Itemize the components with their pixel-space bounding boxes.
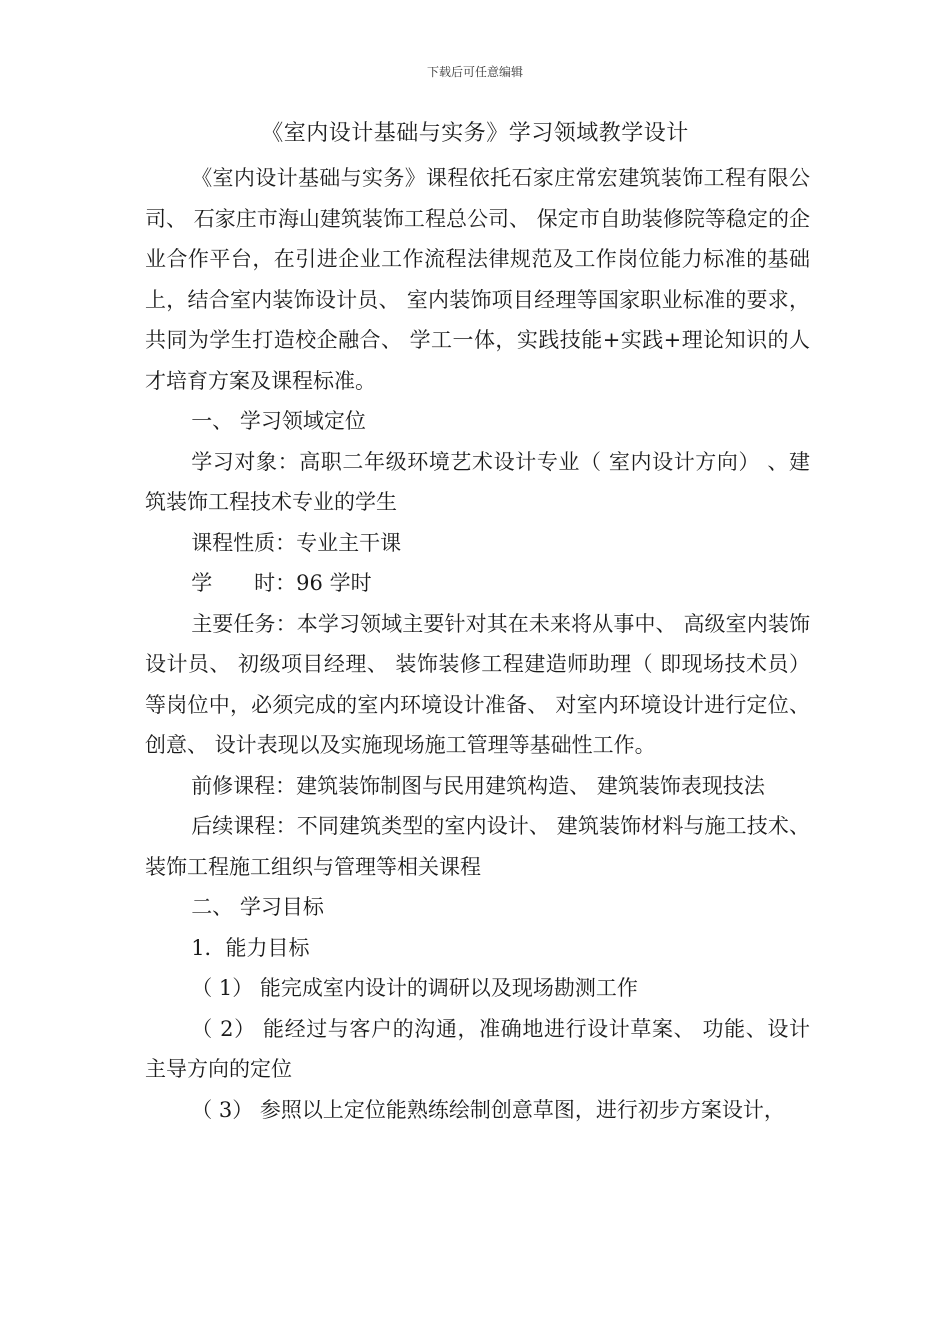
paragraph-follow-up-courses: 后续课程：不同建筑类型的室内设计、 建筑装饰材料与施工技术、 装饰工程施工组织与管理等相关课程 xyxy=(145,814,810,879)
list-item-objective-2: （ 2） 能经过与客户的沟通，准确地进行设计草案、 功能、设计主导方向的定位 xyxy=(145,1016,810,1081)
paragraph-course-nature: 课程性质：专业主干课 xyxy=(191,530,402,555)
section-heading-objectives: 二、 学习目标 xyxy=(191,895,324,919)
subheading-ability-objectives: 1．能力目标 xyxy=(191,935,310,960)
page-header-note: 下载后可任意编辑 xyxy=(426,65,523,79)
list-item-objective-3: （ 3） 参照以上定位能熟练绘制创意草图，进行初步方案设计， xyxy=(191,1097,785,1122)
paragraph-main-tasks: 主要任务：本学习领域主要针对其在未来将从事中、 高级室内装饰设计员、 初级项目经理、 装饰装修工程建造师助理（ 即现场技术员） 等岗位中，必须完成的室内环境设计准备、 对室内环境设计进行定位、 创意、 设计表现以及实施现场施工管理等基础性工作。 xyxy=(145,611,810,757)
paragraph-learning-target: 学习对象：高职二年级环境艺术设计专业（ 室内设计方向） 、建筑装饰工程技术专业的学生 xyxy=(145,449,810,514)
paragraph-class-hours: 学 时：96 学时 xyxy=(191,571,372,595)
document-title: 《室内设计基础与实务》学习领域教学设计 xyxy=(261,121,689,146)
section-heading-positioning: 一、 学习领域定位 xyxy=(191,409,366,433)
document-body xyxy=(145,158,810,1130)
list-item-objective-1: （ 1） 能完成室内设计的调研以及现场勘测工作 xyxy=(191,976,638,1000)
paragraph-intro: 《室内设计基础与实务》课程依托石家庄常宏建筑装饰工程有限公司、 石家庄市海山建筑装饰工程总公司、 保定市自助装修院等稳定的企业合作平台，在引进企业工作流程法律规范及工作岗位能力标准的基础上，结合室内装饰设计员、 室内装饰项目经理等国家职业标准的要求，共同为学生打造校企融合、 学工一体，实践技能+实践+理论知识的人才培育方案及课程标准。 xyxy=(145,166,810,393)
paragraph-prerequisite-courses: 前修课程：建筑装饰制图与民用建筑构造、 建筑装饰表现技法 xyxy=(191,773,765,798)
